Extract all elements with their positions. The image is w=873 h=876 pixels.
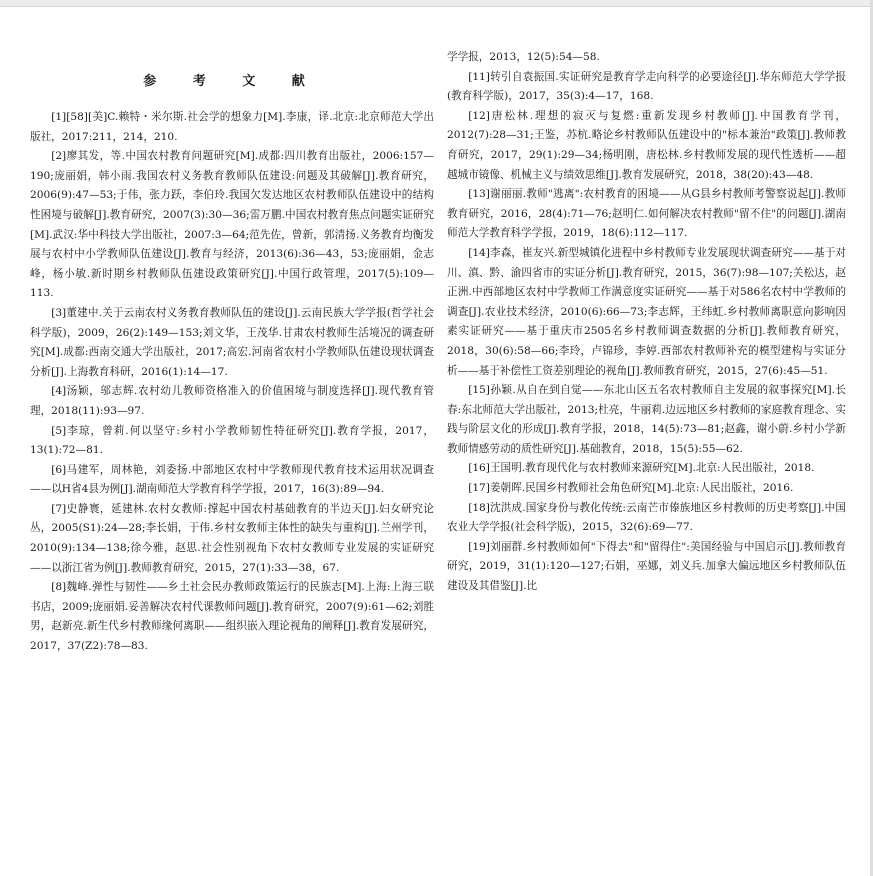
viewer-top-bar	[0, 0, 873, 7]
reference-item: [6]马建军，周林艳，刘委扬.中部地区农村中学教师现代教育技术运用状况调查——以H省4县为例[J].湖南师范大学教育科学学报，2017，16(3):89—94.	[30, 463, 434, 496]
reference-item: [12]唐松林.理想的寂灭与复燃:重新发现乡村教师[J].中国教育学刊，2012(7):28—31;王鉴，苏杭.略论乡村教师队伍建设中的"标本兼治"政策[J].教师教育研究，2017，29(1):29—34;杨明刚，唐松林.乡村教师发展的现代性透析——超越城市镜像、机械主义与绩效思维[J].教育发展研究，2018，38(20):43—48.	[447, 109, 846, 181]
left-column	[30, 74, 434, 876]
reference-item: [16]王国明.教育现代化与农村教师来源研究[M].北京:人民出版社，2018.	[468, 462, 815, 475]
reference-item: [5]李琼，曾莉.何以坚守:乡村小学教师韧性特征研究[J].教育学报，2017，13(1):72—81.	[30, 424, 434, 457]
reference-item: [1][58][美]C.赖特・米尔斯.社会学的想象力[M].李康，译.北京:北京师范大学出版社，2017:211，214，210.	[30, 111, 434, 143]
reference-item: [11]转引自袁振国.实证研究是教育学走向科学的必要途径[J].华东师范大学学报(教育科学版)，2017，35(3):4—17，168.	[447, 70, 846, 103]
left-reference-list	[30, 74, 434, 657]
reference-item: [7]史静寰，延建林.农村女教师:撑起中国农村基础教育的半边天[J].妇女研究论丛，2005(S1):24—28;李长娟，于伟.乡村女教师主体性的缺失与重构[J].兰州学刊，2010(9):134—138;徐今雅，赵思.社会性别视角下农村女教师专业发展的实证研究——以浙江省为例[J].教师教育研究，2015，27(1):33—38，67.	[30, 502, 434, 574]
reference-item: [8]魏峰.弹性与韧性——乡土社会民办教师政策运行的民族志[M].上海:上海三联书店，2009;庞丽娟.妥善解决农村代课教师问题[J].教育研究，2007(9):61—62;刘胜男，赵新亮.新生代乡村教师缘何离职——组织嵌入理论视角的阐释[J].教育发展研究，2017，37(Z2):78—83.	[30, 581, 434, 653]
reference-item: [19]刘丽群.乡村教师如何"下得去"和"留得住":美国经验与中国启示[J].教师教育研究，2019，31(1):120—127;石娟，巫娜，刘义兵.加拿大偏远地区乡村教师队伍建设及其借鉴[J].比	[447, 540, 846, 593]
reference-item: [2]廖其发，等.中国农村教育问题研究[M].成都:四川教育出版社，2006:157—190;庞丽娟，韩小雨.我国农村义务教育教师队伍建设:问题及其破解[J].教育研究，2006(9):47—53;于伟，张力跃，李伯玲.我国欠发达地区农村教师队伍建设中的结构性困境与破解[J].教育研究，2007(3):30—36;雷万鹏.中国农村教育焦点问题实证研究[M].武汉:华中科技大学出版社，2007:3—64;范先佐，曾新，郭清扬.义务教育均衡发展与农村中小学教师队伍建设[J].教育与经济，2013(6):36—43，53;庞丽娟，金志峰，杨小敏.新时期乡村教师队伍建设政策研究[J].中国行政管理，2017(5):109—113.	[30, 150, 434, 300]
reference-item: [14]李森，崔友兴.新型城镇化进程中乡村教师专业发展现状调查研究——基于对川、滇、黔、渝四省市的实证分析[J].教育研究，2015，36(7):98—107;关松达，赵正洲.中西部地区农村中学教师工作满意度实证研究——基于对586名农村中学教师的调查[J].农业技术经济，2010(6):66—73;李志辉，王纬虹.乡村教师离职意向影响因素实证研究——基于重庆市2505名乡村教师调查数据的分析[J].教师教育研究，2018，30(6):58—66;李玲，卢锦珍，李婷.西部农村教师补充的模型建构与实证分析——基于补偿性工资差别理论的视角[J].教师教育研究，2015，27(6):45—51.	[447, 246, 846, 377]
references-heading: 参 考 文 献	[143, 74, 321, 89]
reference-item: [13]谢丽丽.教师"逃离":农村教育的困境——从G县乡村教师考警察说起[J].教师教育研究，2016，28(4):71—76;赵明仁.如何解决农村教师"留不住"的问题[J].湖南师范大学教育科学学报，2019，18(6):112—117.	[447, 188, 846, 240]
reference-item: [18]沈洪成.国家身份与教化传统:云南芒市傣族地区乡村教师的历史考察[J].中国农业大学学报(社会科学版)，2015，32(6):69—77.	[447, 501, 846, 534]
reference-item: [3]董建中.关于云南农村义务教育教师队伍的建设[J].云南民族大学学报(哲学社会科学版)，2009，26(2):149—153;刘文华，王茂华.甘肃农村教师生活境况的调查研究[M].成都:西南交通大学出版社，2017;高宏.河南省农村小学教师队伍建设现状调查分析[J].上海教育科研，2016(1):14—17.	[30, 306, 434, 378]
right-column	[447, 48, 846, 876]
reference-item: [17]姜朝晖.民国乡村教师社会角色研究[M].北京:人民出版社，2016.	[468, 482, 794, 495]
reference-item: [15]孙颖.从自在到自觉——东北山区五名农村教师自主发展的叙事探究[M].长春:东北师范大学出版社，2013;杜亮，牛丽莉.边远地区乡村教师的家庭教育理念、实践与阶层文化的形成[J].教育学报，2018，14(5):73—81;赵鑫，谢小蔚.乡村小学新教师情感劳动的质性研究[J].基础教育，2018，15(5):55—62.	[447, 384, 846, 455]
reference-continuation: 学学报，2013，12(5):54—58.	[447, 51, 600, 63]
reference-item: [4]汤颖，邬志辉.农村幼儿教师资格准入的价值困境与制度选择[J].现代教育管理，2018(11):93—97.	[30, 385, 434, 417]
